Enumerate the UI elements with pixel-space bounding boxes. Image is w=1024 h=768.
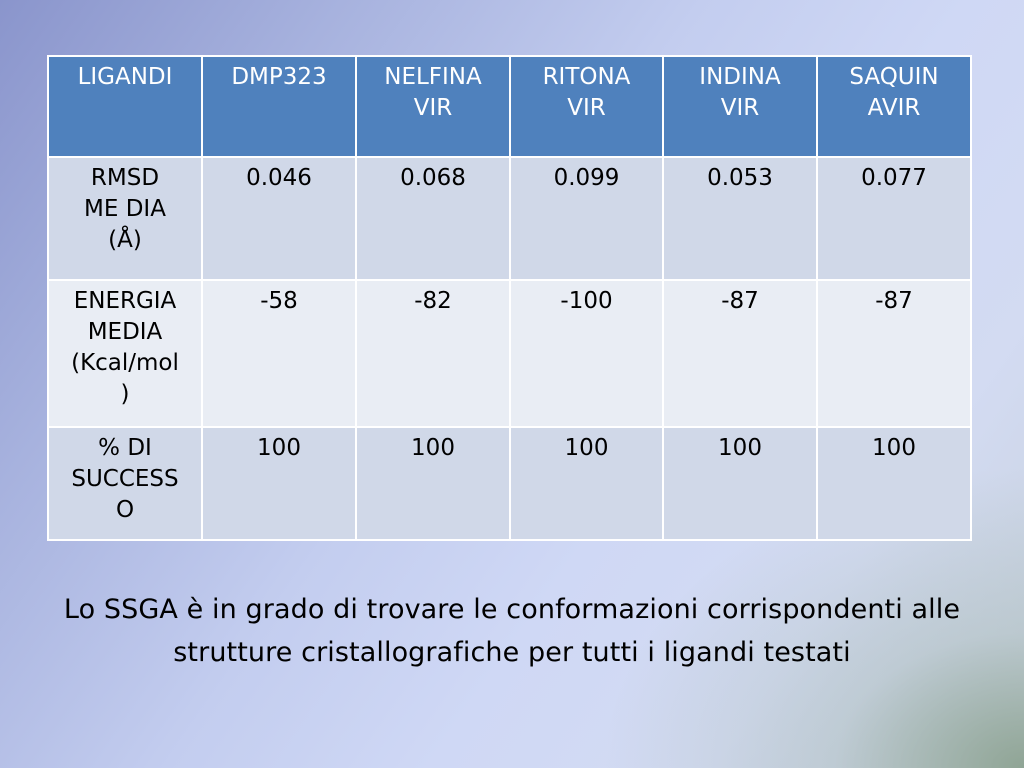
- table-row-energia: [48, 280, 971, 427]
- table-cell: 0.068: [356, 157, 510, 280]
- table-cell: 100: [510, 427, 663, 540]
- row-label-cell: ENERGIA MEDIA (Kcal/mol ): [48, 280, 202, 427]
- table-cell: 100: [202, 427, 356, 540]
- row-label-cell: % DI SUCCESS O: [48, 427, 202, 540]
- table-cell: 0.077: [817, 157, 971, 280]
- header-cell-nelfinavir: NELFINA VIR: [356, 56, 510, 157]
- results-table: [47, 55, 972, 541]
- table-cell: 0.099: [510, 157, 663, 280]
- table-cell: -82: [356, 280, 510, 427]
- table-cell: 0.053: [663, 157, 817, 280]
- table-cell: -58: [202, 280, 356, 427]
- table-cell: 100: [817, 427, 971, 540]
- header-cell-indinavir: INDINA VIR: [663, 56, 817, 157]
- header-cell-saquinavir: SAQUIN AVIR: [817, 56, 971, 157]
- table-row-successo: [48, 427, 971, 540]
- table-cell: 100: [663, 427, 817, 540]
- table-cell: 100: [356, 427, 510, 540]
- slide-caption: Lo SSGA è in grado di trovare le conformazioni corrispondenti alle strutture cristallografiche per tutti i ligandi testati: [63, 594, 961, 668]
- header-cell-dmp323: DMP323: [202, 56, 356, 157]
- header-cell-ligandi: LIGANDI: [48, 56, 202, 157]
- table-header-row: [48, 56, 971, 157]
- table-cell: -87: [663, 280, 817, 427]
- table-cell: -100: [510, 280, 663, 427]
- header-cell-ritonavir: RITONA VIR: [510, 56, 663, 157]
- table-row-rmsd: [48, 157, 971, 280]
- table-cell: 0.046: [202, 157, 356, 280]
- table-cell: -87: [817, 280, 971, 427]
- row-label-cell: RMSD ME DIA (Å): [48, 157, 202, 280]
